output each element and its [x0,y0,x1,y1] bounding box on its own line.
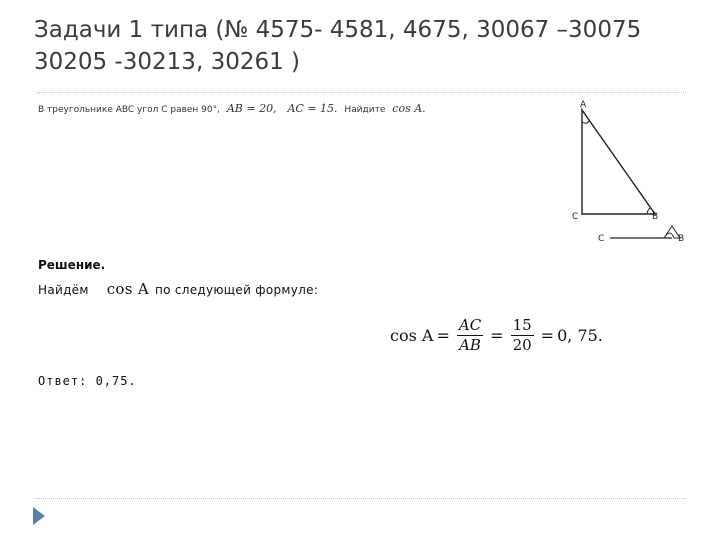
slide-title-line2: 30205 -30213, 30261 ) [34,49,301,75]
solution-heading: Решение. [38,258,106,272]
cos-formula [390,312,603,358]
angle-a-arc [582,121,589,123]
problem-expr-ac: AC = 15. [287,102,338,115]
bottom-divider [36,498,686,499]
vertex-b-lower-label: B [678,234,685,244]
problem-expr-ab: AB = 20, [226,102,277,115]
solution-find-expr: cos A [106,280,149,298]
vertex-b-label: B [652,212,659,222]
triangle-figure [560,92,700,252]
angle-b-arc [647,208,651,214]
solution-intro [38,280,318,298]
problem-find-text: Найдите [344,105,386,115]
fraction-denominator: AB [459,335,481,354]
fraction-denominator: 20 [512,335,532,354]
equals-sign: = [540,325,555,345]
problem-text: В треугольнике ABC угол C равен 90°, [38,105,220,115]
vertex-a-label: A [580,100,587,110]
slide-title-line1: Задачи 1 типа (№ 4575- 4581, 4675, 30067 –30075 [34,17,642,43]
problem-statement [38,102,430,115]
vertex-c-lower-label: C [598,234,605,244]
equals-sign: = [490,325,504,345]
formula-lhs: cos A [390,325,434,345]
nav-arrow-icon[interactable] [32,506,46,526]
fraction-numerator: 15 [512,315,532,334]
triangle-shape [582,110,655,214]
equals-sign: = [436,325,450,345]
slide-title [34,14,704,78]
fraction-ac-ab [457,316,483,355]
vertex-c-label: C [572,212,579,222]
solution-find-text: Найдём [38,283,89,297]
solution-formula-text: по следующей формуле: [154,283,319,297]
answer-line: Ответ: 0,75. [38,374,137,388]
formula-result: 0, 75. [557,325,603,345]
fraction-numerator: AC [458,315,482,334]
problem-target-expr: cos A. [392,102,426,115]
fraction-15-20 [511,316,534,355]
